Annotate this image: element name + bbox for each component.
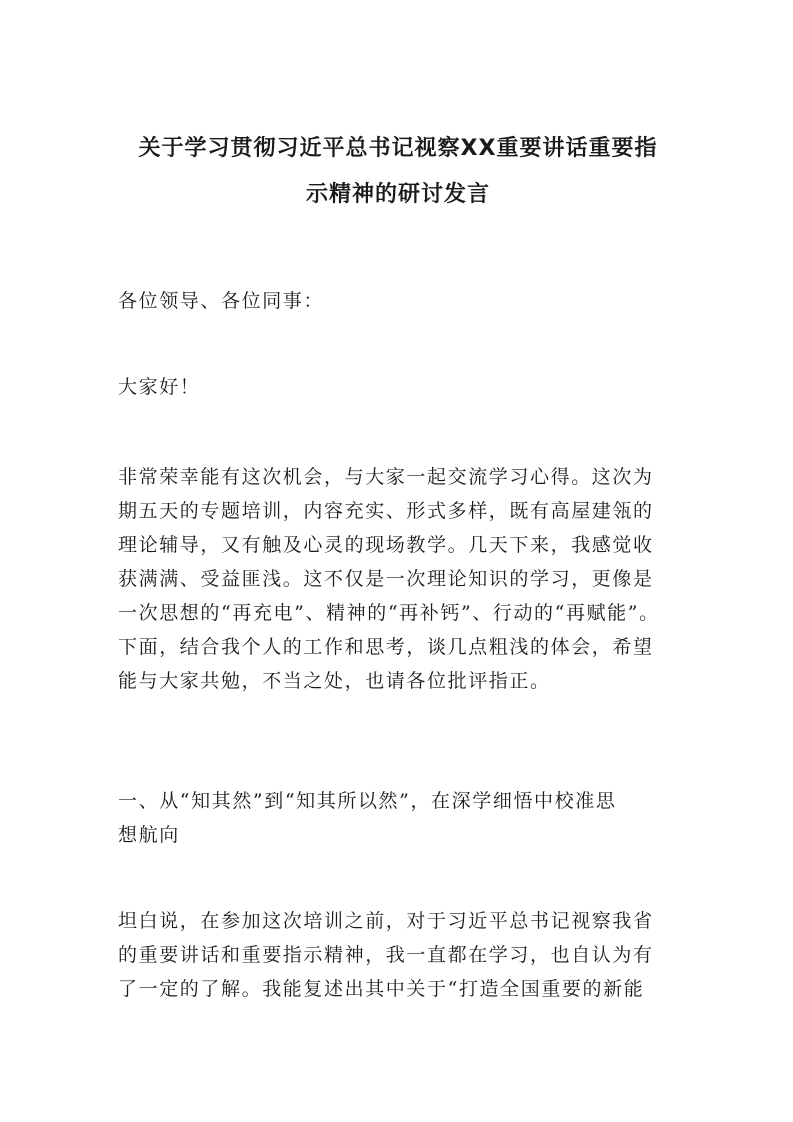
salutation-text: 各位领导、各位同事： — [118, 290, 325, 312]
paragraph-line: 坦白说，在参加这次培训之前，对于习近平总书记视察我省 — [118, 910, 654, 932]
paragraph-line: 理论辅导，又有触及心灵的现场教学。几天下来，我感觉收 — [118, 534, 654, 556]
paragraph-line: 下面，结合我个人的工作和思考，谈几点粗浅的体会，希望 — [118, 636, 654, 658]
paragraph-line: 的重要讲话和重要指示精神，我一直都在学习，也自认为有 — [118, 944, 654, 966]
section-body-paragraph — [118, 904, 678, 1006]
paragraph-line: 能与大家共勉，不当之处，也请各位批评指正。 — [118, 670, 551, 692]
paragraph-line: 了一定的了解。我能复述出其中关于“打造全国重要的新能 — [118, 978, 645, 1000]
section-heading — [118, 784, 678, 852]
heading-line: 一、从“知其然”到“知其所以然”，在深学细悟中校准思 — [118, 790, 617, 812]
document-title — [118, 126, 678, 218]
paragraph-line: 期五天的专题培训，内容充实、形式多样，既有高屋建瓴的 — [118, 500, 654, 522]
greeting-text: 大家好！ — [118, 376, 201, 398]
intro-paragraph — [118, 460, 678, 698]
title-line: 关于学习贯彻习近平总书记视察XX重要讲话重要指 — [138, 136, 658, 161]
paragraph-line: 获满满、受益匪浅。这不仅是一次理论知识的学习，更像是 — [118, 568, 654, 590]
paragraph-line: 一次思想的“再充电”、精神的“再补钙”、行动的“再赋能”。 — [118, 602, 660, 624]
salutation — [118, 284, 678, 318]
greeting — [118, 370, 678, 404]
heading-line: 想航向 — [118, 824, 180, 846]
paragraph-line: 非常荣幸能有这次机会，与大家一起交流学习心得。这次为 — [118, 466, 654, 488]
title-line: 示精神的研讨发言 — [305, 182, 490, 207]
